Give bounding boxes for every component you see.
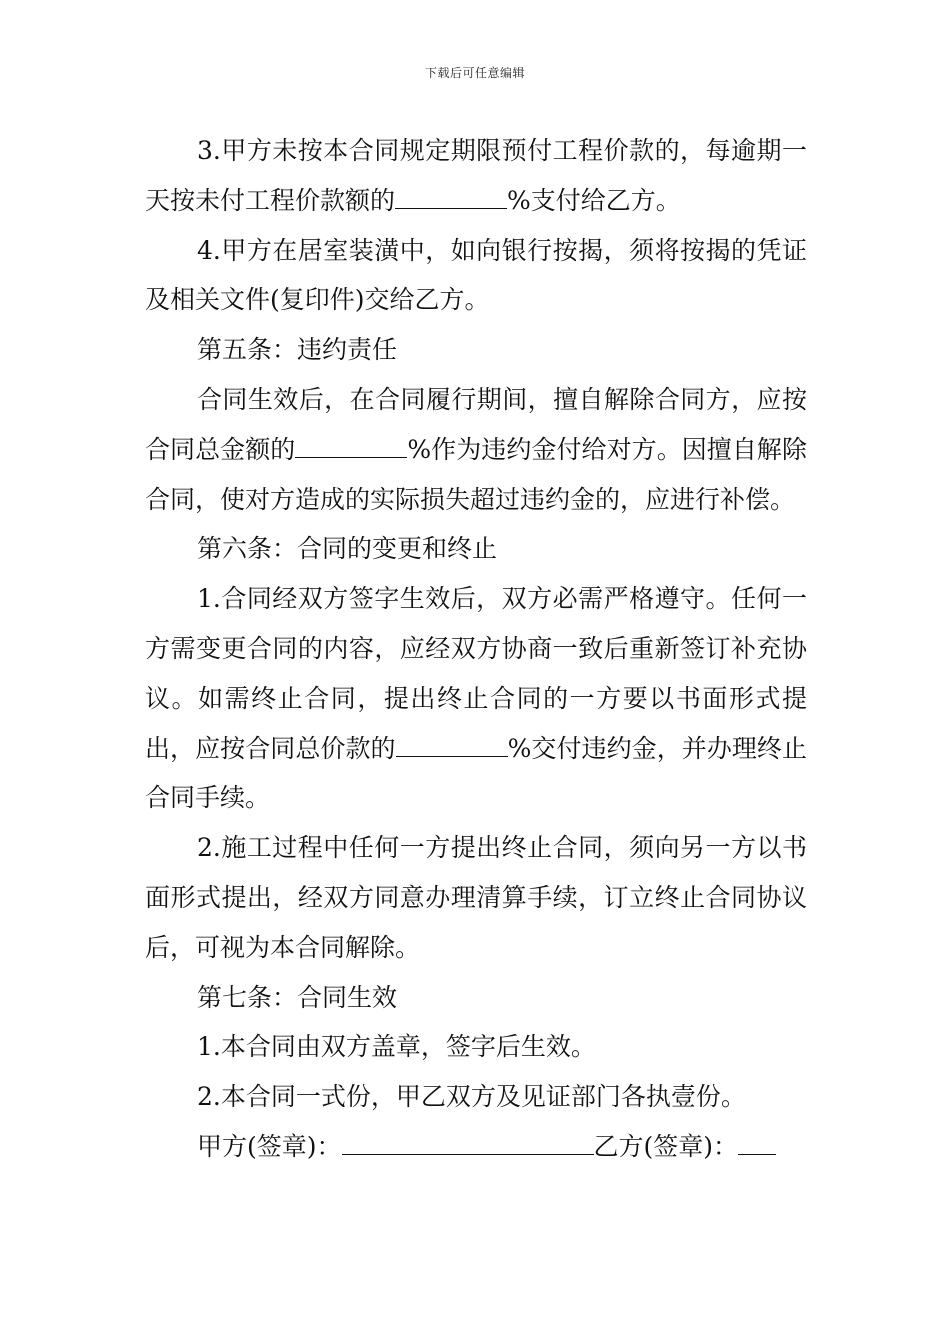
clause-text: 3.甲方未按本合同规定期限预付工程价款的，每逾期一天按未付工程价款额的: [145, 136, 807, 215]
clause-text: 1.合同经双方签字生效后，双方必需严格遵守。任何一方需变更合同的内容，应经双方协商一致后重新签订补充协议。如需终止合同，提出终止合同的一方要以书面形式提出，应按合同总价款的: [145, 584, 807, 763]
fill-blank[interactable]: [396, 736, 508, 757]
clause-paragraph: [145, 126, 807, 226]
party-b-label: 乙方(签章)：: [593, 1131, 739, 1161]
party-a-signature-blank[interactable]: [342, 1134, 594, 1155]
clause-paragraph: 1.本合同由双方盖章，签字后生效。: [197, 1032, 596, 1062]
clause-text: 合同生效后，在合同履行期间，擅自解除合同方，应按合同总金额的: [145, 384, 807, 464]
party-a-label: 甲方(签章)：: [197, 1131, 342, 1161]
article-heading: 第六条：合同的变更和终止: [197, 534, 498, 564]
article-heading: 第五条：违约责任: [197, 335, 398, 365]
article-heading: 第七条：合同生效: [197, 982, 398, 1012]
clause-paragraph: 2.本合同一式份，甲乙双方及见证部门各执壹份。: [197, 1082, 746, 1112]
clause-text: %交付违约金，并办理终止合同手续。: [145, 733, 807, 813]
clause-paragraph: [145, 574, 807, 823]
page-header: 下载后可任意编辑: [424, 66, 525, 80]
clause-paragraph: [145, 375, 807, 524]
signature-line: [145, 1122, 807, 1172]
fill-blank[interactable]: [395, 188, 507, 209]
party-b-signature-blank[interactable]: [738, 1134, 776, 1155]
clause-paragraph: 4.甲方在居室装潢中，如向银行按揭，须将按揭的凭证及相关文件(复印件)交给乙方。: [145, 235, 807, 315]
document-body: [145, 126, 807, 1172]
clause-paragraph: 2.施工过程中任何一方提出终止合同，须向另一方以书面形式提出，经双方同意办理清算手续，订立终止合同协议后，可视为本合同解除。: [145, 833, 807, 962]
clause-text: %支付给乙方。: [507, 185, 681, 215]
clause-text: %作为违约金付给对方。因擅自解除合同，使对方造成的实际损失超过违约金的，应进行补偿。: [145, 434, 807, 514]
fill-blank[interactable]: [295, 437, 407, 458]
